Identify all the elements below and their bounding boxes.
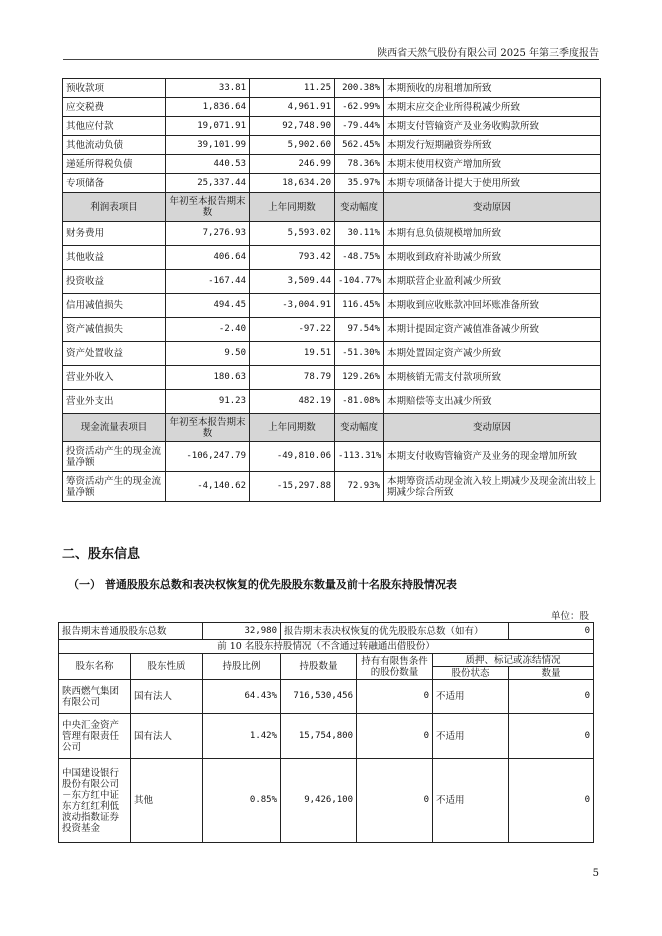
table-row <box>63 294 601 318</box>
header-cell: 年初至本报告期末数 <box>166 414 250 442</box>
sh-header-row-1 <box>59 654 594 667</box>
cell-prior: -3,004.91 <box>250 294 335 318</box>
cell-prior: 19.51 <box>250 342 335 366</box>
cell-change: -62.99% <box>335 98 384 117</box>
shareholders-table <box>58 622 594 843</box>
shareholder-row <box>59 714 594 759</box>
cell-change: 30.11% <box>335 222 384 246</box>
cell-qty: 9,426,100 <box>281 759 357 843</box>
cell-item: 营业外收入 <box>63 366 166 390</box>
cell-reason: 本期专项储备计提大于使用所致 <box>384 174 601 193</box>
cell-item: 筹资活动产生的现金流量净额 <box>63 472 166 502</box>
cell-reason: 本期赔偿等支出减少所致 <box>384 390 601 414</box>
cell-change: 97.54% <box>335 318 384 342</box>
cell-change: 35.97% <box>335 174 384 193</box>
cell-prior: 78.79 <box>250 366 335 390</box>
cell-change: 78.36% <box>335 155 384 174</box>
cell-item: 资产减值损失 <box>63 318 166 342</box>
cell-reason: 本期收到政府补助减少所致 <box>384 246 601 270</box>
header-cell: 持股数量 <box>281 654 357 680</box>
cell-change: 72.93% <box>335 472 384 502</box>
table-row <box>63 366 601 390</box>
cell-reason: 本期核销无需支付款项所致 <box>384 366 601 390</box>
cell-reason: 本期计提固定资产减值准备减少所致 <box>384 318 601 342</box>
cell-change: -113.31% <box>335 442 384 472</box>
changes-table <box>62 78 601 502</box>
cell-reason: 本期支付管输资产及业务收购款所致 <box>384 117 601 136</box>
header-cell: 变动原因 <box>384 414 601 442</box>
total-shareholders-row <box>59 623 594 640</box>
cell-current: 39,101.99 <box>166 136 250 155</box>
cell-qty: 716,530,456 <box>281 680 357 714</box>
cell-prior: 5,902.60 <box>250 136 335 155</box>
cell-name: 中央汇金资产管理有限责任公司 <box>59 714 131 759</box>
header-cell: 持有有限售条件的股份数量 <box>357 654 433 680</box>
header-cell: 持股比例 <box>203 654 281 680</box>
cell-restricted: 0 <box>357 759 433 843</box>
cell-count: 0 <box>509 714 594 759</box>
top10-title-row <box>59 640 594 654</box>
cell-current: 406.64 <box>166 246 250 270</box>
cell-ratio: 0.85% <box>203 759 281 843</box>
page-header <box>63 44 599 60</box>
cell-status: 不适用 <box>433 759 509 843</box>
table-row <box>63 342 601 366</box>
cell-restricted: 0 <box>357 714 433 759</box>
header-cell: 年初至本报告期末数 <box>166 193 250 222</box>
cell-current: 1,836.64 <box>166 98 250 117</box>
table-row <box>63 246 601 270</box>
table-row <box>63 136 601 155</box>
cell-item: 递延所得税负债 <box>63 155 166 174</box>
cell-reason: 本期有息负债规模增加所致 <box>384 222 601 246</box>
cell-prior: 4,961.91 <box>250 98 335 117</box>
cell-prior: 3,509.44 <box>250 270 335 294</box>
header-cell: 变动幅度 <box>335 414 384 442</box>
cell-current: -167.44 <box>166 270 250 294</box>
cell-reason: 本期末应交企业所得税减少所致 <box>384 98 601 117</box>
header-cell: 股东性质 <box>131 654 203 680</box>
cell-item: 资产处置收益 <box>63 342 166 366</box>
header-cell: 股东名称 <box>59 654 131 680</box>
cell-reason: 本期末使用权资产增加所致 <box>384 155 601 174</box>
cell-status: 不适用 <box>433 680 509 714</box>
header-cell: 股份状态 <box>433 667 509 680</box>
table-row <box>63 318 601 342</box>
total-label: 报告期末普通股股东总数 <box>59 623 203 640</box>
cell-ratio: 64.43% <box>203 680 281 714</box>
table-row <box>63 174 601 193</box>
cell-prior: -97.22 <box>250 318 335 342</box>
cell-reason: 本期发行短期融资券所致 <box>384 136 601 155</box>
cell-current: -2.40 <box>166 318 250 342</box>
section-title: 二、股东信息 <box>62 547 141 562</box>
cell-prior: -15,297.88 <box>250 472 335 502</box>
cell-prior: 5,593.02 <box>250 222 335 246</box>
cell-current: 91.23 <box>166 390 250 414</box>
unit-label: 单位：股 <box>550 611 589 622</box>
cell-prior: 92,748.90 <box>250 117 335 136</box>
cell-item: 应交税费 <box>63 98 166 117</box>
header-cell: 质押、标记或冻结情况 <box>433 654 594 667</box>
cashflow-header-row <box>63 414 601 442</box>
cell-current: 7,276.93 <box>166 222 250 246</box>
cell-current: -4,140.62 <box>166 472 250 502</box>
header-cell: 数量 <box>509 667 594 680</box>
cell-prior: 246.99 <box>250 155 335 174</box>
pref-value: 0 <box>509 623 594 640</box>
table-row <box>63 79 601 98</box>
cell-change: -79.44% <box>335 117 384 136</box>
table-row <box>63 98 601 117</box>
header-cell: 变动幅度 <box>335 193 384 222</box>
cell-reason: 本期支付收购管输资产及业务的现金增加所致 <box>384 442 601 472</box>
cell-prior: 793.42 <box>250 246 335 270</box>
cell-name: 中国建设银行股份有限公司－东方红中证东方红红利低波动指数证券投资基金 <box>59 759 131 843</box>
cell-item: 财务费用 <box>63 222 166 246</box>
top10-title: 前 10 名股东持股情况（不含通过转融通出借股份） <box>59 640 594 654</box>
cell-change: 562.45% <box>335 136 384 155</box>
cell-current: 25,337.44 <box>166 174 250 193</box>
cell-reason: 本期处置固定资产减少所致 <box>384 342 601 366</box>
cell-current: 9.50 <box>166 342 250 366</box>
cell-change: 116.45% <box>335 294 384 318</box>
header-cell: 利润表项目 <box>63 193 166 222</box>
subsection-title: （一） 普通股股东总数和表决权恢复的优先股股东数量及前十名股东持股情况表 <box>68 578 457 591</box>
cell-change: -104.77% <box>335 270 384 294</box>
cell-current: -106,247.79 <box>166 442 250 472</box>
cell-change: -51.30% <box>335 342 384 366</box>
shareholder-row <box>59 759 594 843</box>
header-cell: 上年同期数 <box>250 414 335 442</box>
pref-label: 报告期末表决权恢复的优先股股东总数（如有） <box>281 623 509 640</box>
cell-qty: 15,754,800 <box>281 714 357 759</box>
table-row <box>63 155 601 174</box>
cell-change: -48.75% <box>335 246 384 270</box>
header-cell: 现金流量表项目 <box>63 414 166 442</box>
cell-item: 营业外支出 <box>63 390 166 414</box>
cell-reason: 本期筹资活动现金流入较上期减少及现金流出较上期减少综合所致 <box>384 472 601 502</box>
cell-current: 19,071.91 <box>166 117 250 136</box>
cell-item: 其他收益 <box>63 246 166 270</box>
table-row <box>63 472 601 502</box>
cell-item: 其他流动负债 <box>63 136 166 155</box>
cell-change: 200.38% <box>335 79 384 98</box>
cell-ratio: 1.42% <box>203 714 281 759</box>
cell-item: 其他应付款 <box>63 117 166 136</box>
cell-reason: 本期联营企业盈利减少所致 <box>384 270 601 294</box>
cell-reason: 本期收到应收账款冲回坏账准备所致 <box>384 294 601 318</box>
cell-prior: 18,634.20 <box>250 174 335 193</box>
table-row <box>63 442 601 472</box>
page-number: 5 <box>592 868 599 879</box>
cell-current: 33.81 <box>166 79 250 98</box>
cell-current: 440.53 <box>166 155 250 174</box>
total-value: 32,980 <box>203 623 281 640</box>
report-title: 陕西省天然气股份有限公司 2025 年第三季度报告 <box>377 48 599 59</box>
cell-reason: 本期预收的房租增加所致 <box>384 79 601 98</box>
cell-current: 180.63 <box>166 366 250 390</box>
cell-item: 信用减值损失 <box>63 294 166 318</box>
cell-item: 预收款项 <box>63 79 166 98</box>
table-row <box>63 117 601 136</box>
cell-nature: 国有法人 <box>131 714 203 759</box>
cell-change: -81.08% <box>335 390 384 414</box>
cell-nature: 国有法人 <box>131 680 203 714</box>
cell-restricted: 0 <box>357 680 433 714</box>
cell-item: 专项储备 <box>63 174 166 193</box>
cell-prior: -49,810.06 <box>250 442 335 472</box>
table-row <box>63 222 601 246</box>
cell-change: 129.26% <box>335 366 384 390</box>
cell-nature: 其他 <box>131 759 203 843</box>
cell-current: 494.45 <box>166 294 250 318</box>
table-row <box>63 390 601 414</box>
shareholder-row <box>59 680 594 714</box>
cell-prior: 11.25 <box>250 79 335 98</box>
table-row <box>63 270 601 294</box>
income-header-row <box>63 193 601 222</box>
cell-count: 0 <box>509 680 594 714</box>
cell-status: 不适用 <box>433 714 509 759</box>
cell-prior: 482.19 <box>250 390 335 414</box>
cell-item: 投资活动产生的现金流量净额 <box>63 442 166 472</box>
cell-name: 陕西燃气集团有限公司 <box>59 680 131 714</box>
cell-item: 投资收益 <box>63 270 166 294</box>
header-cell: 上年同期数 <box>250 193 335 222</box>
cell-count: 0 <box>509 759 594 843</box>
header-cell: 变动原因 <box>384 193 601 222</box>
